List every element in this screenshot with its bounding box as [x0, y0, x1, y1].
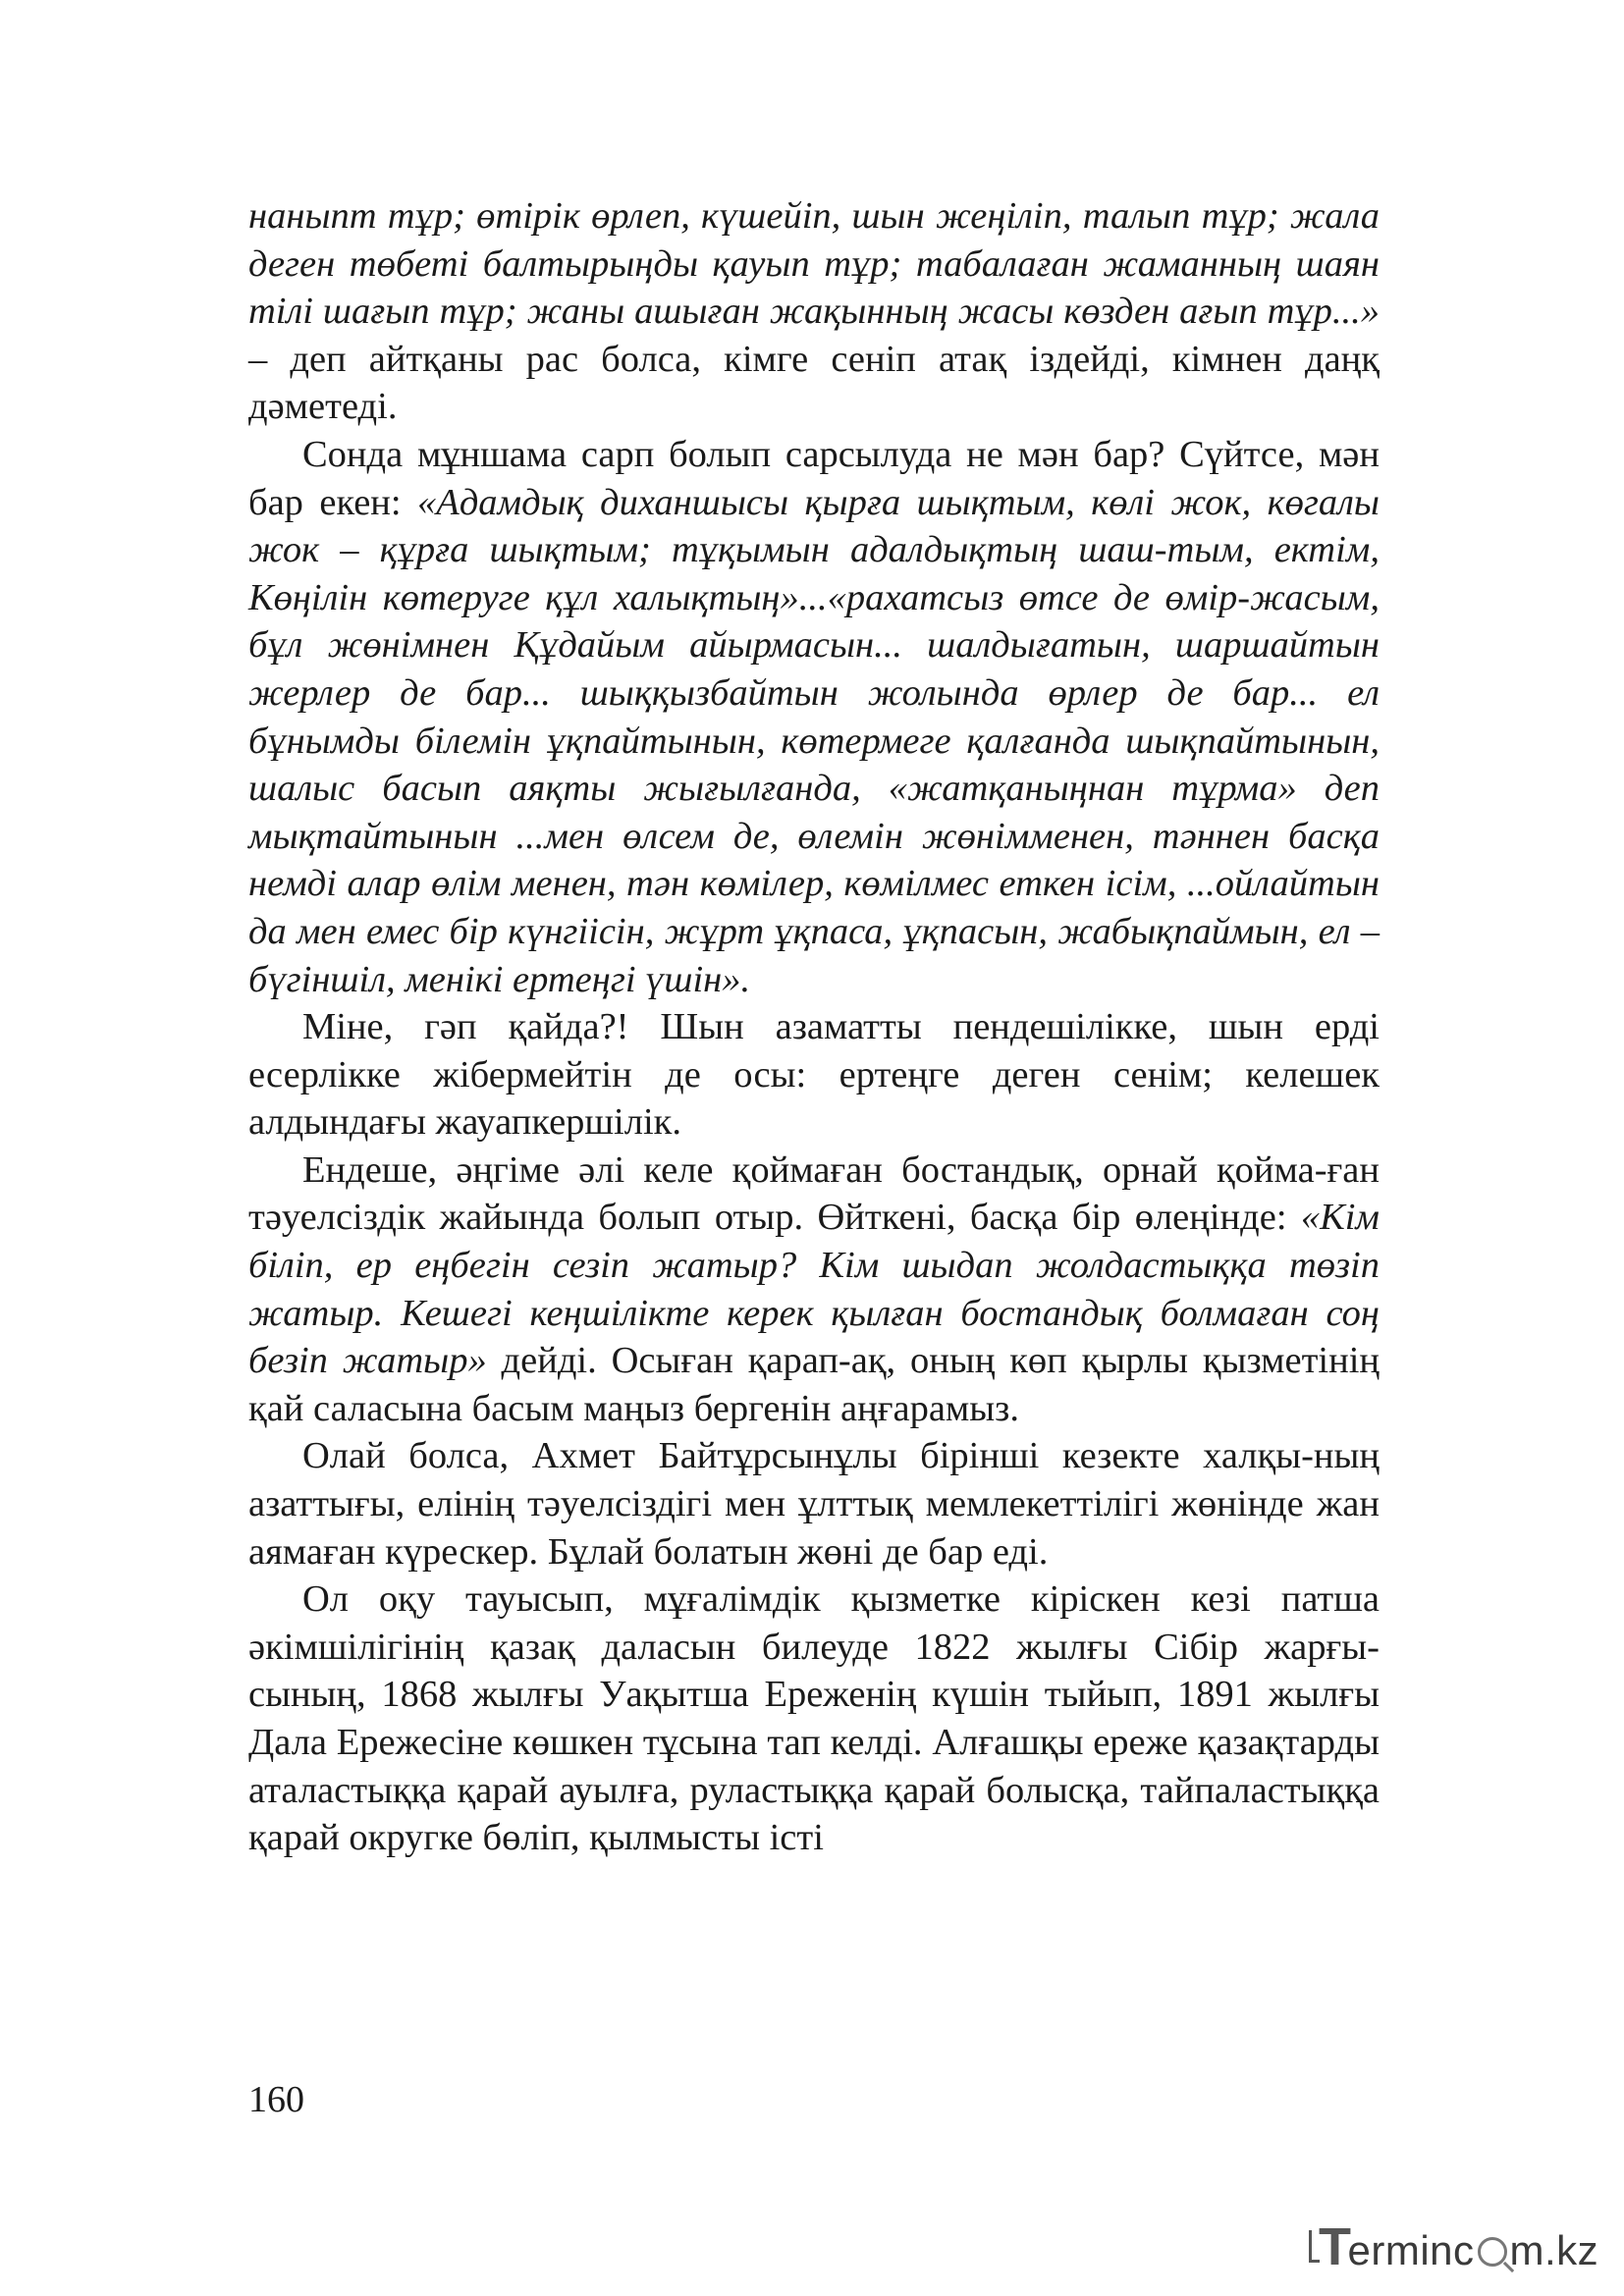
paragraph-text: Ендеше, әңгіме әлі келе қоймаған бостандық, орнай қойма-ған тәуелсіздік жайында болып отыр. Өйткені, басқа бір өлеңінде: — [248, 1148, 1380, 1239]
paragraph-text: Олай болса, Ахмет Байтұрсынұлы бірінші кезекте халқы-ның азаттығы, елінің тәуелсіздігі мен ұлттық мемлекеттілігі жөнінде жан аямаған күрескер. Бұлай болатын жөні де бар еді. — [248, 1435, 1380, 1573]
paragraph-5 — [248, 1432, 1380, 1575]
paragraph-text: Ол оқу тауысып, мұғалімдік қызметке кіріскен кезі патша әкімшілігінің қазақ даласын билеуде 1822 жылғы Сібір жарғы-сының, 1868 жылғы Уақытша Ереженің күшін тыйып, 1891 жылғы Дала Ережесіне көшкен тұсына тап келді. Алғашқы ереже қазақтарды аталастыққа қарай ауылға, руластыққа қарай болысқа, тайпаластыққа қарай округке бөліп, қылмысты істі — [248, 1578, 1380, 1859]
paragraph-1 — [248, 192, 1380, 431]
paragraph-text: Сонда мұншама сарп болып сарсылуда не мән бар? Сүйтсе, мән бар екен: — [248, 433, 1380, 523]
page-number: 160 — [248, 2079, 304, 2120]
paragraph-3 — [248, 1003, 1380, 1147]
paragraph-4 — [248, 1147, 1380, 1433]
quote-italic: «Кім біліп, ер еңбегін сезіп жатыр? Кім шыдап жолдастыққа төзіп жатыр. Кешегі кеңшілікте керек қылған бостандық болмаған соң безіп жатыр» — [248, 1197, 1380, 1382]
quote-italic: наныпт тұр; өтірік өрлеп, күшейіп, шын жеңіліп, талып тұр; жала деген төбеті балтырыңды қауып тұр; табалаған жаманның шаян тілі шағып тұр; жаны ашыған жақынның жасы көзден ағып тұр...» — [248, 195, 1380, 333]
paragraph-2 — [248, 431, 1380, 1003]
paragraph-text: Міне, гәп қайда?! Шын азаматты пендешілікке, шын ерді есерлікке жібермейтін де осы: ертеңге деген сенім; келешек алдындағы жауапкершілік. — [248, 1006, 1380, 1144]
quote-italic: «Адамдық диханшысы қырға шықтым, көлі жок, көгалы жок – құрға шықтым; тұқымын адалдықтың шаш-тым, ектім, Көңілін көтеруге құл халықтың»...«рахатсыз өтсе де өмір-жасым, бұл жөнімнен Құдайым айырмасын... шалдығатын, шаршайтын жерлер де бар... шыққызбайтын жолында өрлер де бар... ел бұнымды білемін ұқпайтынын, көтермеге қалғанда шықпайтынын, шалыс басып аяқты жығылғанда, «жатқаныңнан тұрма» деп мықтайтынын ...мен өлсем де, өлемін жөнімменен, тәннен басқа немді алар өлім менен, тән көмілер, көмілмес еткен ісім, ...ойлайтын да мен емес бір күнгіісін, жұрт ұқпаса, ұқпасын, жабықпаймын, ел – бүгіншіл, менікі ертеңгі үшін». — [248, 481, 1380, 1000]
paragraph-6 — [248, 1575, 1380, 1862]
watermark-text-a: erminc — [1347, 2227, 1475, 2273]
watermark-t-letter: T — [1319, 2217, 1352, 2276]
paragraph-text: – деп айтқаны рас болса, кімге сеніп атақ іздейді, кімнен даңқ дәметеді. — [248, 338, 1380, 428]
page-body — [248, 192, 1380, 1862]
watermark-logo — [1319, 2217, 1613, 2276]
search-icon — [1478, 2237, 1507, 2267]
paragraph-text: дейді. Осыған қарап-ақ, оның көп қырлы қызметінің қай саласына басым маңыз бергенін аңғарамыз. — [248, 1340, 1380, 1429]
watermark-text-b: m.kz — [1509, 2227, 1599, 2273]
